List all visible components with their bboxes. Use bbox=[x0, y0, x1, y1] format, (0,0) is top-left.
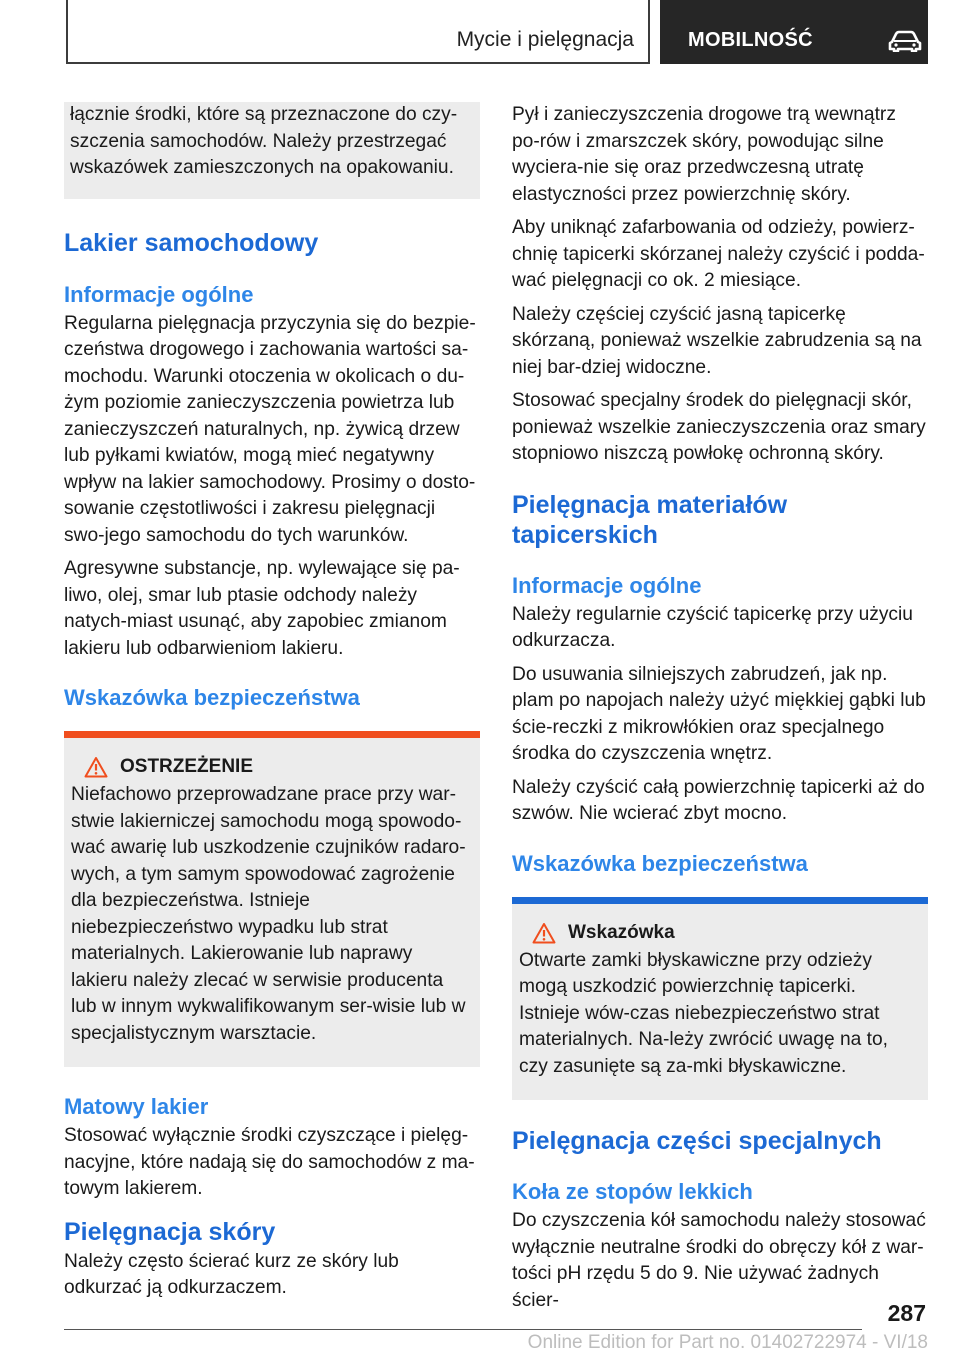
page-header bbox=[66, 0, 928, 64]
paragraph-matowy: Stosować wyłącznie środki czyszczące i pielęg-nacyjne, które nadają się do samochodów z ma-towym lakierem. bbox=[64, 1125, 475, 1199]
paragraph-tapicerka-3: Należy czyścić całą powierzchnię tapicerki aż do szwów. Nie wcierać zbyt mocno. bbox=[512, 776, 925, 824]
heading-pielegnacja-czesci: Pielęgnacja części specjalnych bbox=[512, 1127, 882, 1155]
warning-title: OSTRZEŻENIE bbox=[120, 756, 254, 777]
warning-text: Niefachowo przeprowadzane prace przy war-stwie lakierniczej samochodu mogą spowodo-wać awarię lub uszkodzenie czujników radaro-wych, a tym samym spowodować zagrożenie dla bezpieczeństwa. Istnieje niebezpieczeństwo wypadku lub strat materialnych. Lakierowanie lub naprawy lakieru należy zlecać w serwisie producenta lub w innym wykwalifikowanym ser-wisie lub w specjalistycznym warsztacie. bbox=[71, 784, 466, 1044]
section-tab bbox=[660, 0, 928, 64]
chapter-title: Mycie i pielęgnacja bbox=[456, 28, 634, 51]
paragraph-skora-2: Pył i zanieczyszczenia drogowe trą wewnątrz po-rów i zmarszczek skóry, powodując silne wyciera-nie się oraz przedwczesną utratę elastyczności przez powierzchnię skóry. bbox=[512, 104, 896, 205]
warning-triangle-icon bbox=[84, 756, 108, 778]
heading-wskazowka-bezpieczenstwa-2: Wskazówka bezpieczeństwa bbox=[512, 850, 808, 876]
heading-pielegnacja-skory: Pielęgnacja skóry bbox=[64, 1217, 276, 1246]
paragraph-tapicerka-2: Do usuwania silniejszych zabrudzeń, jak np. plam po napojach należy użyć miękkiej gąbki lub ście-reczki z mikrowłókien oraz specjalnego środka do czyszczenia wnętrz. bbox=[512, 663, 926, 764]
warning-triangle-icon bbox=[532, 922, 556, 944]
heading-wskazowka-bezpieczenstwa: Wskazówka bezpieczeństwa bbox=[64, 685, 360, 710]
page-number: 287 bbox=[887, 1300, 926, 1326]
paragraph-skora-5: Stosować specjalny środek do pielęgnacji skór, ponieważ wszelkie zanieczyszczenia oraz smary stopniowo niszczą powłokę ochronną skóry. bbox=[512, 390, 926, 464]
heading-lakier-samochodowy: Lakier samochodowy bbox=[64, 228, 319, 257]
heading-informacje-ogolne-2: Informacje ogólne bbox=[512, 572, 702, 598]
heading-informacje-ogolne: Informacje ogólne bbox=[64, 281, 254, 307]
paragraph-skora: Należy często ścierać kurz ze skóry lub odkurzać ją odkurzaczem. bbox=[64, 1250, 399, 1298]
heading-pielegnacja-materialow: Pielęgnacja materiałów tapicerskich bbox=[512, 490, 788, 549]
note-title: Wskazówka bbox=[568, 921, 675, 943]
heading-matowy-lakier: Matowy lakier bbox=[64, 1094, 209, 1119]
paragraph-kola: Do czyszczenia kół samochodu należy stosować wyłącznie neutralne środki do obręczy kół z war-tości pH rzędu 5 do 9. Nie używać żadnych ścier- bbox=[512, 1210, 926, 1311]
paragraph-lakier-1: Regularna pielęgnacja przyczynia się do bezpie-czeństwa drogowego i zachowania wartości sa-mochodu. Warunki otoczenia w okolicach o du-żym poziomie zanieczyszczenia powietrza lub zanieczyszczeń naturalnych, np. żywicą drzew lub pyłkami kwiatów, mogą mieć negatywny wpływ na lakier samochodowy. Prosimy o dosto-sowanie częstotliwości i zakresu pielęgnacji swo-jego samochodu do tych warunków. bbox=[64, 312, 476, 546]
section-title: MOBILNOŚĆ bbox=[688, 29, 813, 51]
paragraph-lakier-2: Agresywne substancje, np. wylewające się pa-liwo, olej, smar lub ptasie odchody należy natych-miast usunąć, aby zapobiec zmianom lakieru lub odbarwieniom lakieru. bbox=[64, 558, 460, 659]
warning-box bbox=[64, 731, 480, 1067]
continued-note-box bbox=[64, 102, 480, 199]
note-text: Otwarte zamki błyskawiczne przy odzieży mogą uszkodzić powierzchnię tapicerki. Istnieje wów-czas niebezpieczeństwo strat materialnych. Na-leży zwrócić uwagę na to, czy zasunięte są za-mki błyskawiczne. bbox=[519, 949, 888, 1077]
paragraph-tapicerka-1: Należy regularnie czyścić tapicerkę przy użyciu odkurzacza. bbox=[512, 603, 913, 651]
note-box bbox=[512, 897, 928, 1101]
chapter-tab bbox=[66, 0, 650, 64]
paragraph-skora-3: Aby uniknąć zafarbowania od odzieży, powierz-chnię tapicerki skórzanej należy czyścić i podda-wać pielęgnacji co ok. 2 miesiące. bbox=[512, 217, 925, 291]
heading-kola-ze-stopow: Koła ze stopów lekkich bbox=[512, 1179, 753, 1204]
right-column bbox=[512, 102, 928, 1321]
paragraph-skora-4: Należy częściej czyścić jasną tapicerkę skórzaną, ponieważ wszelkie zabrudzenia są na niej bar-dziej widoczne. bbox=[512, 303, 922, 378]
warning-header bbox=[71, 756, 474, 778]
footer-divider bbox=[64, 1329, 862, 1330]
intro-paragraph: łącznie środki, które są przeznaczone do czy-szczenia samochodów. Należy przestrzegać wskazówek zamieszczonych na opakowaniu. bbox=[70, 104, 458, 178]
car-icon bbox=[888, 30, 922, 52]
left-column bbox=[64, 102, 480, 1309]
edition-footer: Online Edition for Part no. 01402722974 - VI/18 bbox=[527, 1332, 928, 1353]
note-header bbox=[519, 922, 922, 944]
